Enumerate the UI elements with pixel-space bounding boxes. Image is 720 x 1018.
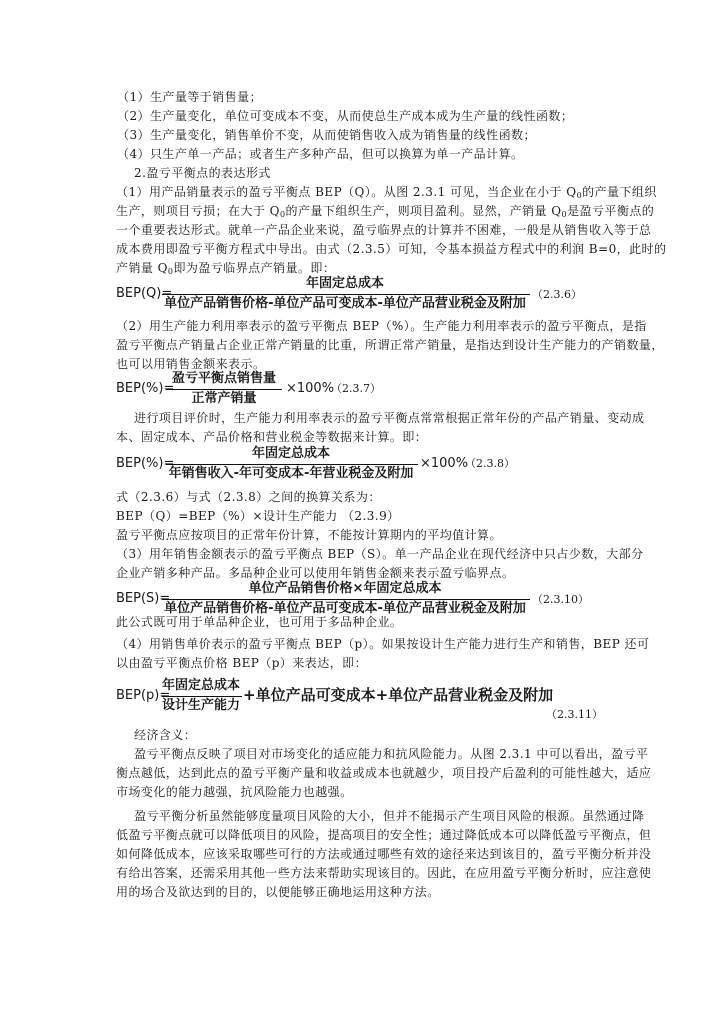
paragraph-line: （1）用产品销量表示的盈亏平衡点 BEP（Q）。从图 2.3.1 可见，当企业在小于 $Q_0$的产量下组织: [116, 185, 657, 200]
fraction-bar: [166, 464, 418, 465]
equation-denominator: 正常产销量: [191, 391, 257, 406]
equation-label: BEP(Q)=: [116, 286, 173, 301]
equation-label: BEP(%)=: [116, 456, 175, 471]
fraction-bar: [166, 389, 282, 390]
paragraph-line: 盈亏平衡分析虽然能够度量项目风险的大小，但并不能揭示产生项目风险的根源。虽然通过降: [134, 809, 645, 823]
equation-label: BEP(S)=: [116, 591, 171, 606]
equation-denominator: 设计生产能力: [161, 698, 240, 713]
paragraph-line: 用的场合及欲达到的目的，以便能够正确地运用这种方法。: [116, 885, 440, 899]
paragraph-line: 一个重要表达形式。就单一产品企业来说，盈亏临界点的计算并不困难，一般是从销售收入等于总: [116, 223, 652, 237]
paragraph-line: 盈亏平衡点反映了项目对市场变化的适应能力和抗风险能力。从图 2.3.1 中可以看出，盈亏平: [134, 747, 649, 761]
paragraph-line: 式（2.3.6）与式（2.3.8）之间的换算关系为：: [116, 490, 381, 504]
paragraph-line: 衡点越低，达到此点的盈亏平衡产量和收益或成本也就越少，项目投产后盈利的可能性越大，适应: [116, 766, 652, 780]
fraction-bar: [162, 294, 530, 295]
equation-numerator: 单位产品销售价格×年固定总成本: [248, 581, 442, 596]
equation-numerator: 盈亏平衡点销售量: [171, 371, 276, 386]
subheading: 经济含义：: [134, 728, 197, 742]
paragraph-line: 盈亏平衡点应按项目的正常年份计算，不能按计算期内的平均值计算。: [116, 528, 502, 542]
equation-number: （2.3.6）: [532, 288, 582, 301]
paragraph-line: 如何降低成本，应该采取哪些可行的方法或通过哪些有效的途径来达到该目的，盈亏平衡分析并没: [116, 847, 652, 861]
equation-label: BEP(%)=: [116, 381, 175, 396]
fraction-bar: [162, 599, 530, 600]
paragraph-line: 产销量 $Q_0$即为盈亏临界点产销量。即：: [116, 261, 336, 276]
equation-number: （2.3.8）: [465, 457, 515, 470]
equation-terms: +单位产品可变成本+单位产品营业税金及附加: [243, 686, 554, 704]
paragraph-line: 企业产销多种产品。多品种企业可以使用年销售金额来表示盈亏临界点。: [116, 566, 515, 580]
equation-number: （2.3.11）: [546, 708, 603, 721]
paragraph-line: 低盈亏平衡点就可以降低项目的风险，提高项目的安全性；通过降低成本可以降低盈亏平衡点，但: [116, 828, 652, 842]
equation-label: BEP(p)=: [116, 688, 171, 703]
equation-numerator: 年固定总成本: [251, 446, 330, 461]
paragraph-line: 生产，则项目亏损；在大于 $Q_0$的产量下组织生产，则项目盈利。显然，产销量 $Q_0$是盈亏平衡点的: [116, 204, 655, 219]
paragraph-line: 也可以用销售金额来表示。: [116, 357, 266, 371]
section-heading: 2.盈亏平衡点的表达形式: [134, 166, 271, 180]
paragraph-line: 盈亏平衡点产销量占企业正常产销量的比重，所谓正常产销量，是指达到设计生产能力的产销数量，: [116, 338, 664, 352]
list-item: （1）生产量等于销售量；: [117, 90, 263, 104]
equation-multiplier: ×100%: [286, 381, 335, 396]
paragraph-line: 有给出答案，还需采用其他一些方法来帮助实现该目的。因此，在应用盈亏平衡分析时，应注意使: [116, 866, 652, 880]
equation-numerator: 年固定总成本: [305, 276, 384, 291]
paragraph-line: 进行项目评价时，生产能力利用率表示的盈亏平衡点常常根据正常年份的产品产销量、变动成: [134, 411, 645, 425]
paragraph-line: 市场变化的能力越强，抗风险能力也越强。: [116, 785, 353, 799]
equation-numerator: 年固定总成本: [161, 678, 240, 693]
paragraph-line: 以由盈亏平衡点价格 BEP（p）来表达，即：: [116, 656, 368, 670]
equation-multiplier: ×100%: [420, 456, 469, 471]
equation-denominator: 年销售收入-年可变成本-年营业税金及附加: [168, 466, 414, 481]
list-item: （2）生产量变化，单位可变成本不变，从而使总生产成本成为生产量的线性函数；: [117, 109, 574, 123]
paragraph-line: （3）用年销售金额表示的盈亏平衡点 BEP（S）。单一产品企业在现代经济中只占少数，大部分: [116, 547, 644, 561]
equation-number: （2.3.10）: [532, 593, 589, 606]
list-item: （4）只生产单一产品；或者生产多种产品，但可以换算为单一产品计算。: [117, 147, 524, 161]
equation-denominator: 单位产品销售价格-单位产品可变成本-单位产品营业税金及附加: [164, 296, 526, 311]
fraction-bar: [162, 696, 242, 697]
equation-number: （2.3.7）: [331, 382, 381, 395]
paragraph-line: 此公式既可用于单品种企业，也可用于多品种企业。: [116, 615, 403, 629]
formula-line: BEP（Q）=BEP（%）×设计生产能力 （2.3.9）: [116, 509, 400, 523]
equation-denominator: 单位产品销售价格-单位产品可变成本-单位产品营业税金及附加: [164, 601, 526, 616]
list-item: （3）生产量变化，销售单价不变，从而使销售收入成为销售量的线性函数；: [117, 128, 536, 142]
paragraph-line: 本、固定成本、产品价格和营业税金等数据来计算。即：: [116, 430, 428, 444]
paragraph-line: （4）用销售单价表示的盈亏平衡点 BEP（p）。如果按设计生产能力进行生产和销售，BEP 还可: [116, 637, 650, 651]
paragraph-line: （2）用生产能力利用率表示的盈亏平衡点 BEP（%）。生产能力利用率表示的盈亏平衡点，是指: [116, 319, 647, 333]
paragraph-line: 成本费用即盈亏平衡方程式中导出。由式（2.3.5）可知，令基本损益方程式中的利润 B=0，此时的: [116, 242, 667, 256]
